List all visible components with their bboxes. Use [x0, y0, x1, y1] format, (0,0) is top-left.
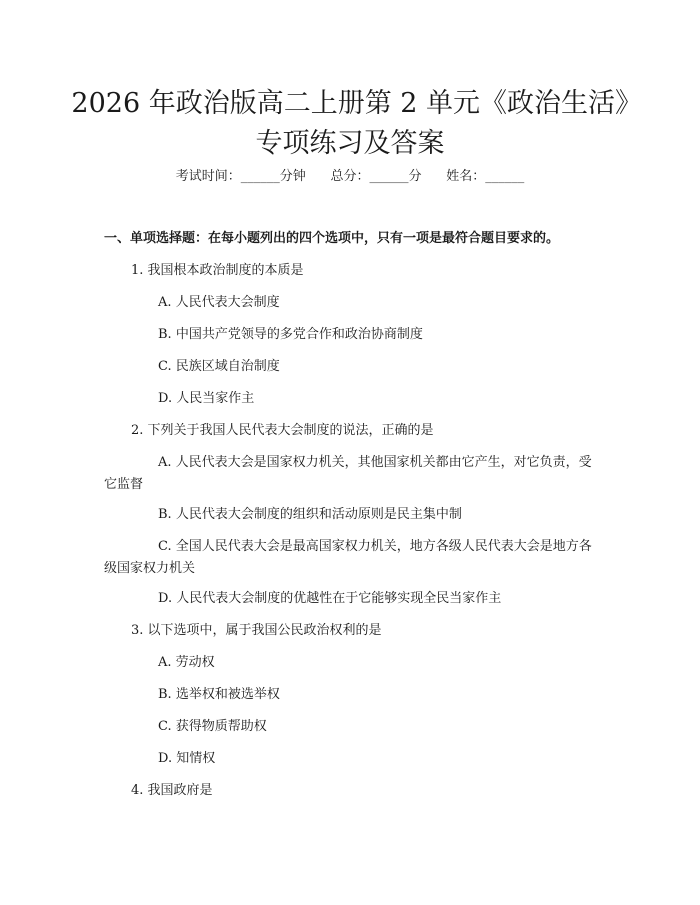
question-2-option-c: C. 全国人民代表大会是最高国家权力机关，地方各级人民代表大会是地方各级国家权力机关 — [104, 539, 592, 576]
question-1-stem: 1. 我国根本政治制度的本质是 — [131, 263, 304, 278]
question-2-option-a: A. 人民代表大会是国家权力机关，其他国家机关都由它产生，对它负责，受它监督 — [104, 455, 592, 492]
question-3-option-c: C. 获得物质帮助权 — [158, 719, 267, 734]
question-1-option-d: D. 人民当家作主 — [158, 391, 255, 406]
question-1-option-a: A. 人民代表大会制度 — [158, 295, 280, 310]
question-3-option-b: B. 选举权和被选举权 — [158, 687, 280, 702]
question-2-stem: 2. 下列关于我国人民代表大会制度的说法，正确的是 — [131, 423, 434, 438]
question-4-stem: 4. 我国政府是 — [131, 783, 213, 798]
section-heading: 一、单项选择题：在每小题列出的四个选项中，只有一项是最符合题目要求的。 — [104, 231, 560, 246]
exam-info-line: 考试时间：______分钟 总分：______分 姓名：______ — [175, 169, 525, 184]
question-1-option-c: C. 民族区域自治制度 — [158, 359, 280, 374]
question-1-option-b: B. 中国共产党领导的多党合作和政治协商制度 — [158, 327, 423, 342]
question-3-option-d: D. 知情权 — [158, 751, 216, 766]
page-title: 2026 年政治版高二上册第 2 单元《政治生活》专项练习及答案 — [71, 88, 629, 159]
question-2-option-b: B. 人民代表大会制度的组织和活动原则是民主集中制 — [158, 507, 462, 522]
question-3-stem: 3. 以下选项中，属于我国公民政治权利的是 — [131, 623, 382, 638]
question-3-option-a: A. 劳动权 — [158, 655, 215, 670]
question-2-option-d: D. 人民代表大会制度的优越性在于它能够实现全民当家作主 — [158, 591, 502, 606]
